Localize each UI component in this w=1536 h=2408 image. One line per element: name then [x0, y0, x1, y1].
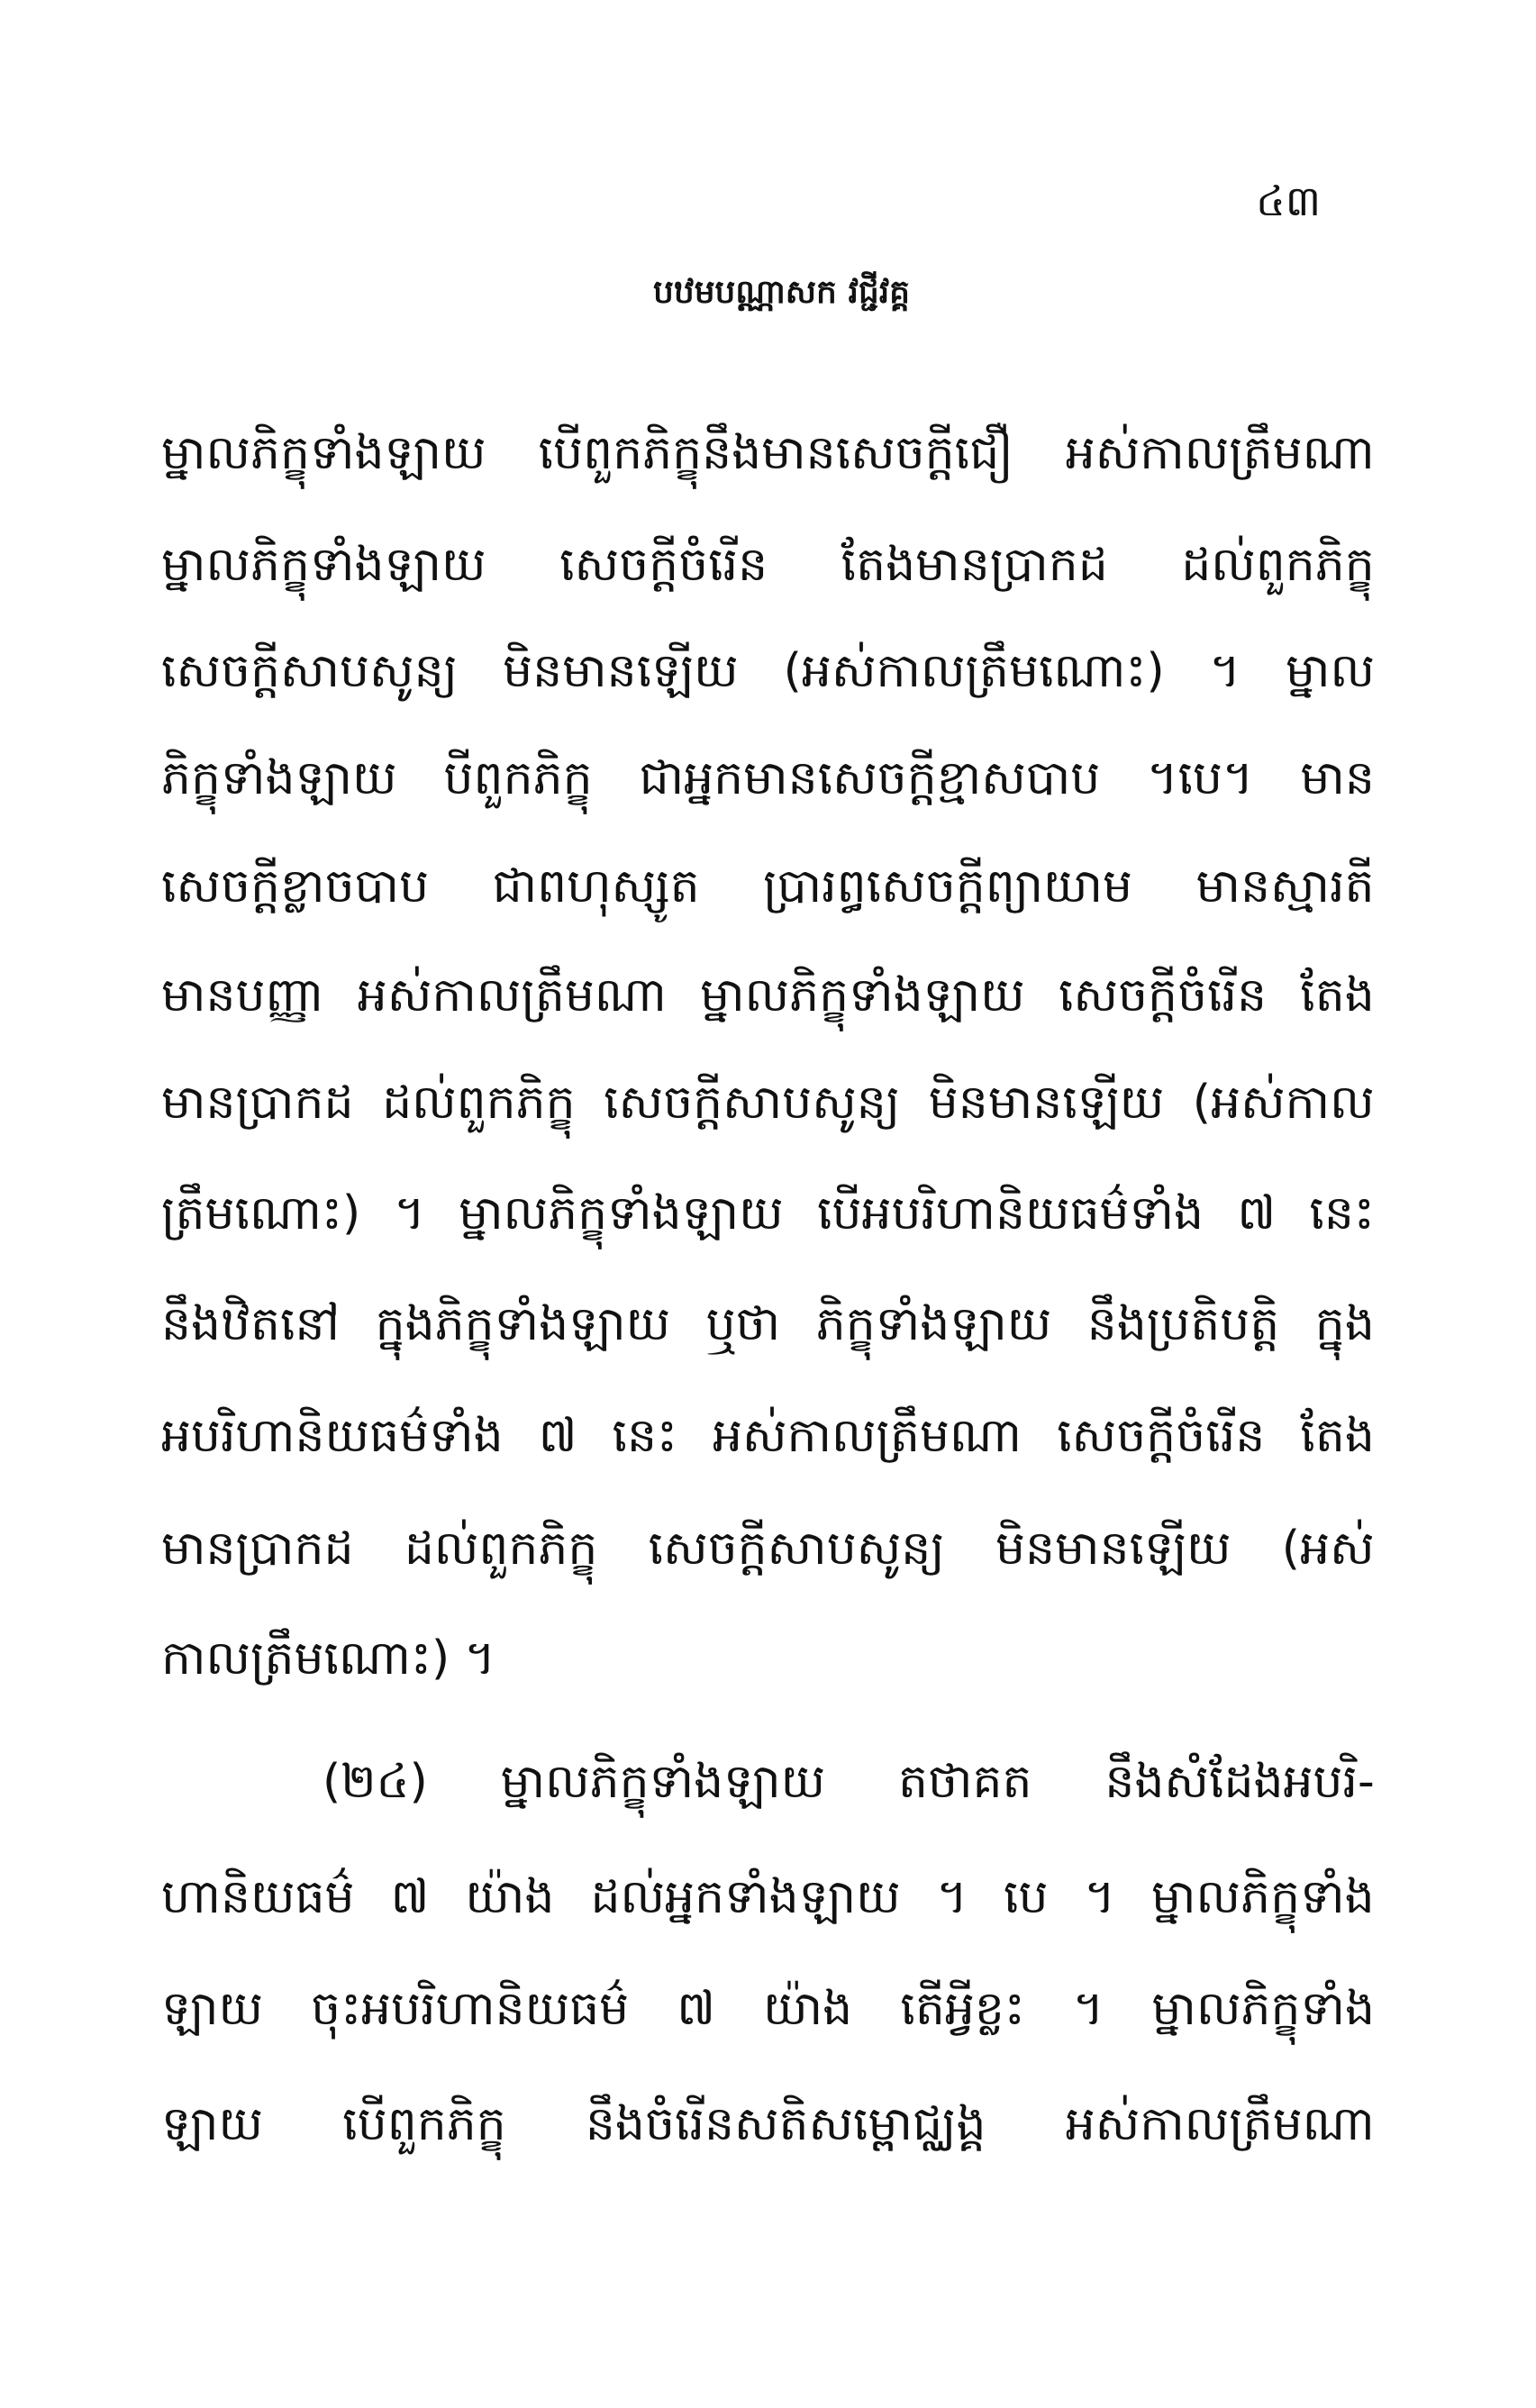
text-line-section-start: (២៤) ម្នាលភិក្ខុទាំងឡាយ តថាគត នឹងសំដែងអបរិ-: [323, 1755, 1375, 1809]
text-line: សេចក្ដីសាបសូន្យ មិនមានឡើយ (អស់កាលត្រឹមណោះ) ។ ម្នាល: [161, 644, 1375, 698]
text-line-paragraph-end: កាលត្រឹមណោះ) ។: [161, 1631, 495, 1686]
text-line: អបរិហានិយធម៌ទាំង ៧ នេះ អស់កាលត្រឹមណា សេចក្ដីចំរើន តែង: [161, 1409, 1375, 1463]
text-line: ត្រឹមណោះ) ។ ម្នាលភិក្ខុទាំងឡាយ បើអបរិហានិយធម៌ទាំង ៧ នេះ: [161, 1186, 1375, 1240]
text-line: សេចក្ដីខ្លាចបាប ជាពហុស្សូត ប្រារព្ធសេចក្ដីព្យាយាម មានស្មារតី: [161, 859, 1375, 913]
text-line: ម្នាលភិក្ខុទាំងឡាយ សេចក្ដីចំរើន តែងមានប្រាកដ ដល់ពួកភិក្ខុ: [161, 538, 1375, 592]
text-line: មានប្រាកដ ដល់ពួកភិក្ខុ សេចក្ដីសាបសូន្យ មិនមានឡើយ (អស់: [161, 1522, 1375, 1576]
text-line: ហានិយធម៌ ៧ យ៉ាង ដល់អ្នកទាំងឡាយ ។ បេ ។ ម្នាលភិក្ខុទាំង: [161, 1870, 1375, 1924]
text-line: ឡាយ បើពួកភិក្ខុ នឹងចំរើនសតិសម្ពោជ្ឈង្គ អស់កាលត្រឹមណា: [161, 2097, 1375, 2151]
text-line: មានបញ្ញា អស់កាលត្រឹមណា ម្នាលភិក្ខុទាំងឡាយ សេចក្ដីចំរើន តែង: [161, 968, 1375, 1022]
text-line: មានប្រាកដ ដល់ពួកភិក្ខុ សេចក្ដីសាបសូន្យ មិនមានឡើយ (អស់កាល: [161, 1076, 1375, 1130]
text-line: ម្នាលភិក្ខុទាំងឡាយ បើពួកភិក្ខុនឹងមានសេចក្ដីជឿ អស់កាលត្រឹមណា: [161, 426, 1375, 480]
page-number: ៤៣: [1256, 177, 1321, 225]
text-line: នឹងឋិតនៅ ក្នុងភិក្ខុទាំងឡាយ ឬថា ភិក្ខុទាំងឡាយ នឹងប្រតិបត្តិ ក្នុង: [161, 1297, 1375, 1351]
text-line: ភិក្ខុទាំងឡាយ បីពួកភិក្ខុ ជាអ្នកមានសេចក្ដីខ្មាសបាប ។បេ។ មាន: [161, 751, 1375, 805]
text-line: ឡាយ ចុះអបរិហានិយធម៌ ៧ យ៉ាង តើអ្វីខ្លះ ។ ម្នាលភិក្ខុទាំង: [161, 1982, 1375, 2036]
running-header: បឋមបណ្ណាសក វជ្ជីវគ្គ: [653, 274, 910, 311]
